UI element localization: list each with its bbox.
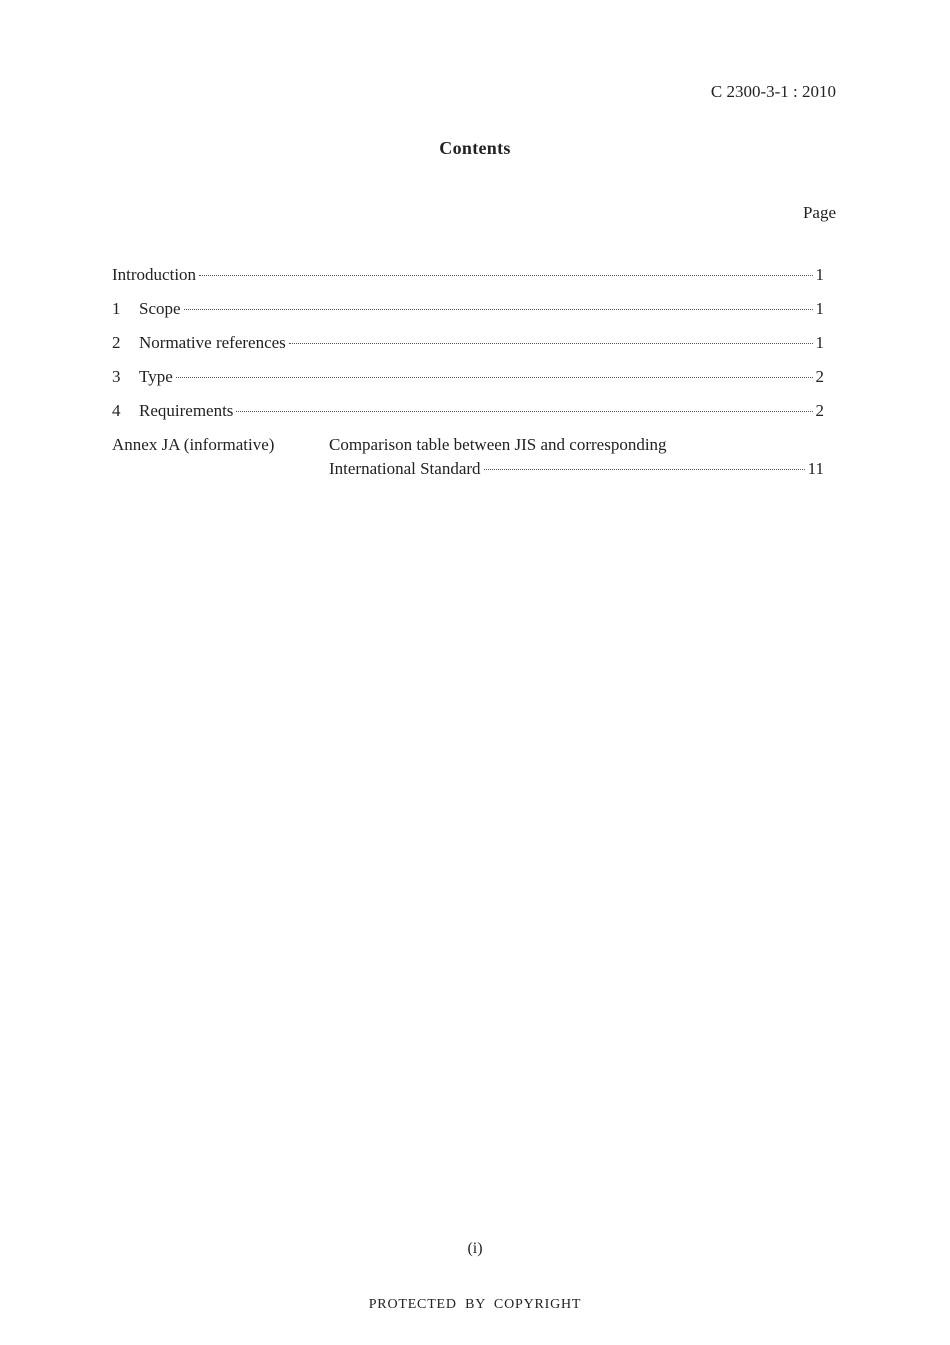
annex-title-line2: International Standard — [329, 459, 481, 478]
toc-entry-number: 2 — [112, 333, 121, 352]
table-of-contents — [112, 265, 824, 487]
dot-leader — [484, 469, 805, 470]
toc-entry-type[interactable] — [112, 367, 824, 401]
toc-entry-page: 2 — [815, 367, 824, 386]
toc-entry-page: 1 — [815, 265, 824, 284]
annex-title — [329, 435, 824, 487]
toc-entry-page: 11 — [807, 459, 824, 478]
toc-entry-page: 2 — [815, 401, 824, 420]
toc-entry-label: Normative references — [139, 333, 286, 352]
annex-title-line2-row — [329, 459, 824, 479]
document-number: C 2300-3-1 : 2010 — [710, 82, 836, 101]
dot-leader — [199, 275, 812, 276]
toc-entry-introduction[interactable] — [112, 265, 824, 299]
toc-entry-number: 3 — [112, 367, 121, 386]
toc-entry-label: Scope — [139, 299, 181, 318]
dot-leader — [236, 411, 812, 412]
annex-prefix: Annex JA (informative) — [112, 435, 275, 454]
toc-entry-label: Type — [139, 367, 173, 386]
toc-entry-label: Introduction — [112, 265, 197, 284]
toc-entry-annex-ja[interactable] — [112, 435, 824, 487]
annex-title-line1: Comparison table between JIS and corresponding — [329, 435, 667, 454]
page-number: (i) — [467, 1240, 483, 1257]
page-column-heading: Page — [802, 203, 836, 222]
toc-entry-requirements[interactable] — [112, 401, 824, 435]
toc-entry-normative-references[interactable] — [112, 333, 824, 367]
toc-entry-page: 1 — [815, 299, 824, 318]
toc-entry-number: 4 — [112, 401, 121, 420]
dot-leader — [289, 343, 813, 344]
dot-leader — [184, 309, 813, 310]
dot-leader — [176, 377, 813, 378]
copyright-notice: PROTECTED BY COPYRIGHT — [368, 1297, 582, 1312]
toc-entry-label: Requirements — [139, 401, 234, 420]
toc-entry-scope[interactable] — [112, 299, 824, 333]
toc-entry-number: 1 — [112, 299, 121, 318]
toc-entry-page: 1 — [815, 333, 824, 352]
page-title: Contents — [439, 138, 511, 158]
